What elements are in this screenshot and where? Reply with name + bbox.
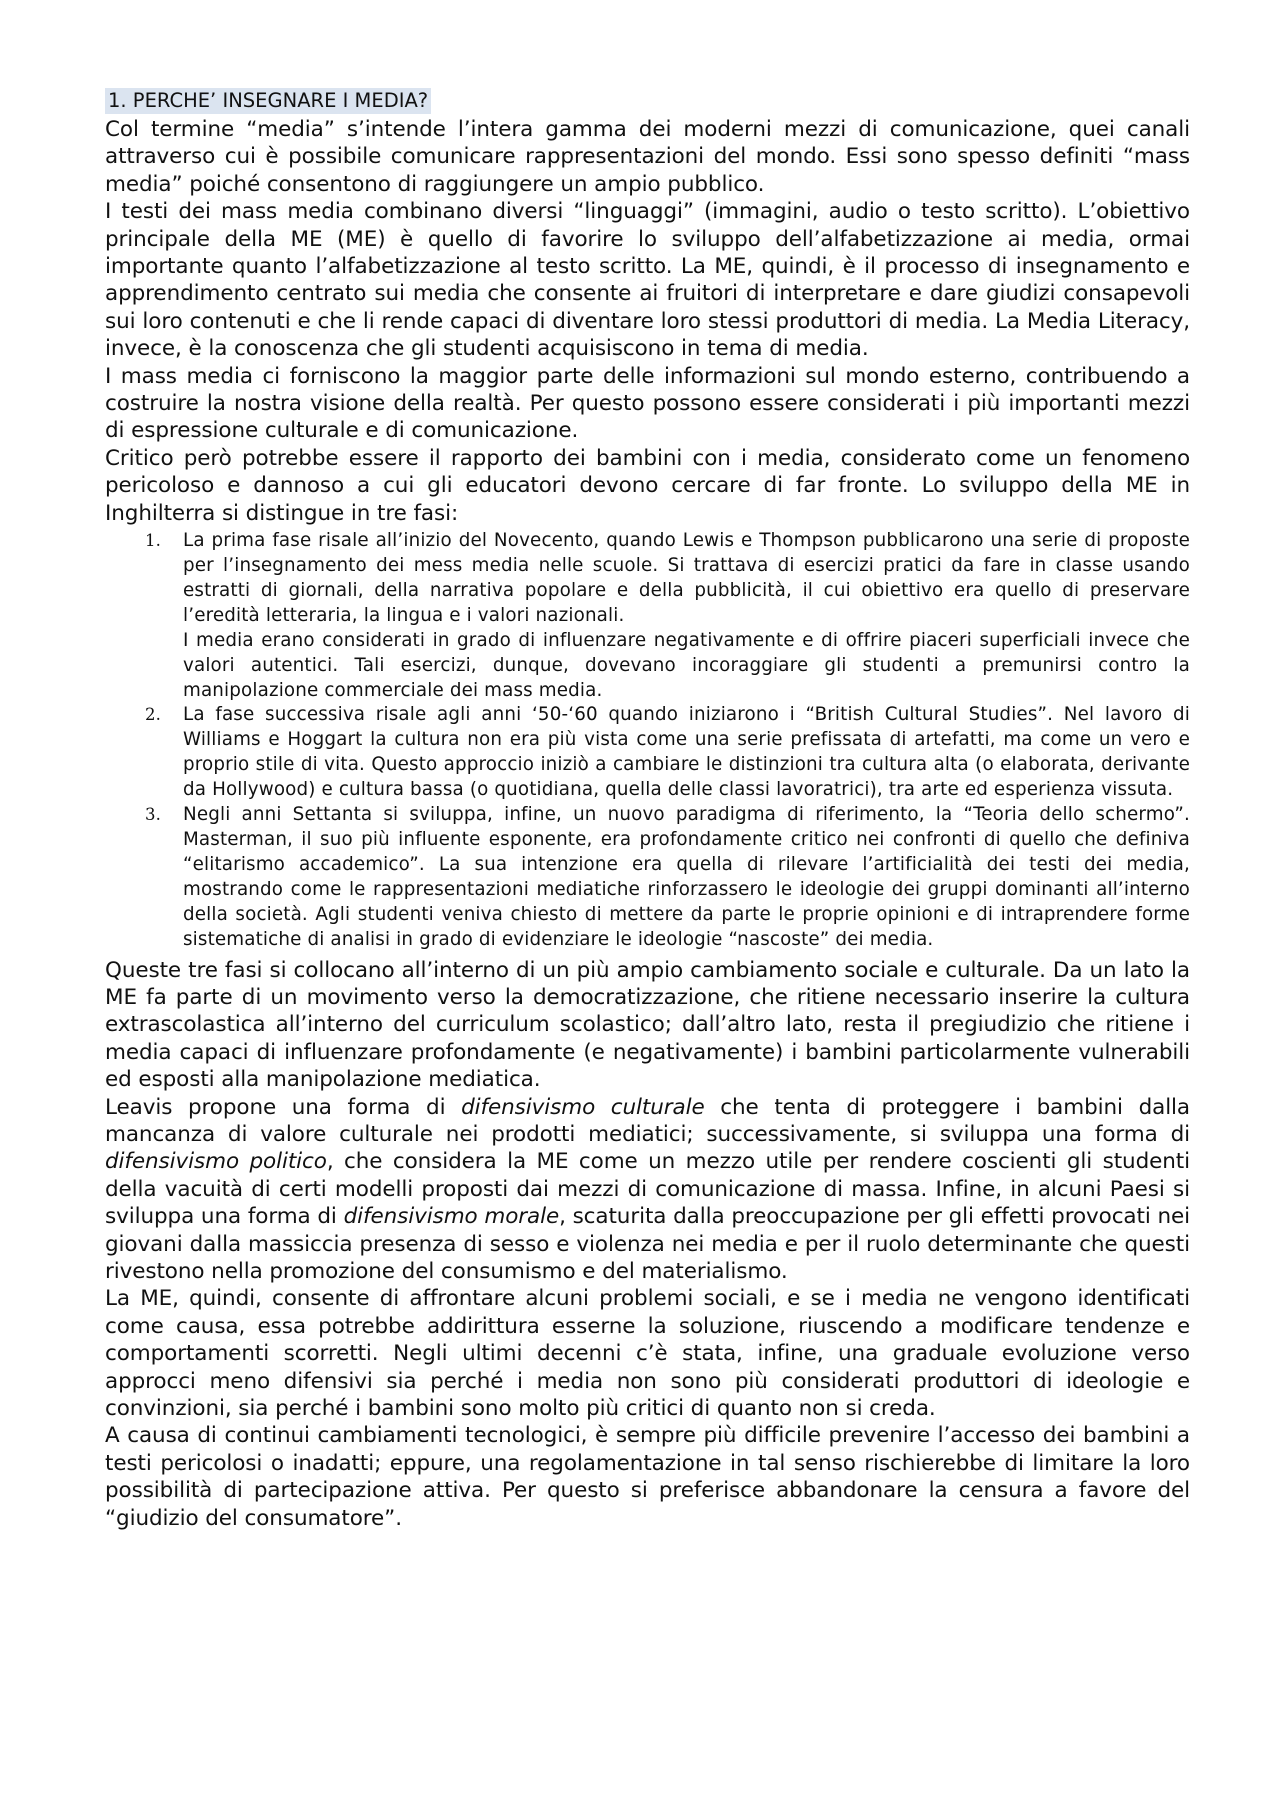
paragraph: A causa di continui cambiamenti tecnologici, è sempre più difficile prevenire l’accesso dei bambini a testi pericolosi o inadatti; eppure, una regolamentazione in tal senso rischierebbe di limitare la loro possibilità di partecipazione attiva. Per questo si preferisce abbandonare la censura a favore del “giudizio del consumatore”.: [105, 1423, 1190, 1531]
italic-term: difensivismo politico: [105, 1149, 327, 1175]
list-item-text: La fase successiva risale agli anni ‘50-‘60 quando iniziarono i “British Cultural Studies”. Nel lavoro di Williams e Hoggart la cultura non era più vista come una serie prefissata di artefatti, ma come un vero e proprio stile di vita. Questo approccio iniziò a cambiare le distinzioni tra cultura alta (o elaborata, derivante da Hollywood) e cultura bassa (o quotidiana, quella delle classi lavoratrici), tra arte ed esperienza vissuta.: [183, 704, 1190, 801]
text-run: , che considera la ME come un mezzo utile per rendere coscienti gli studenti della vacuità di certi modelli proposti dai mezzi di comunicazione di massa. Infine, in alcuni Paesi si sviluppa una forma di: [105, 1149, 1190, 1230]
list-number: 3.: [145, 805, 162, 825]
text-run: Leavis propone una forma di: [105, 1094, 462, 1120]
paragraph: La ME, quindi, consente di affrontare alcuni problemi sociali, e se i media ne vengono identificati come causa, essa potrebbe addirittura esserne la soluzione, riuscendo a modificare tendenze e comportamenti scorretti. Negli ultimi decenni c’è stata, infine, una graduale evoluzione verso approcci meno difensivi sia perché i media non sono più considerati produttori di ideologie e convinzioni, sia perché i bambini sono molto più critici di quanto non si creda.: [105, 1286, 1190, 1421]
list-number: 1.: [145, 531, 162, 551]
list-item-text: La prima fase risale all’inizio del Novecento, quando Lewis e Thompson pubblicarono una serie di proposte per l’insegnamento dei mess media nelle scuole. Si trattava di esercizi pratici da fare in classe usando estratti di giornali, della narrativa popolare e della pubblicità, il cui obiettivo era quello di preservare l’eredità letteraria, la lingua e i valori nazionali.: [183, 530, 1190, 626]
list-item-text: Negli anni Settanta si sviluppa, infine, un nuovo paradigma di riferimento, la “Teoria dello schermo”. Masterman, il suo più influente esponente, era profondamente critico nei confronti di quello che definiva “elitarismo accademico”. La sua intenzione era quella di rilevare l’artificialità dei testi dei media, mostrando come le rappresentazioni mediatiche rinforzassero le ideologie dei gruppi dominanti all’interno della società. Agli studenti veniva chiesto di mettere da parte le proprie opinioni e di intraprendere forme sistematiche di analisi in grado di evidenziare le ideologie “nascoste” dei media.: [183, 804, 1190, 950]
list-item-text: I media erano considerati in grado di influenzare negativamente e di offrire piaceri superficiali invece che valori autentici. Tali esercizi, dunque, dovevano incoraggiare gli studenti a premunirsi contro la manipolazione commerciale dei mass media.: [183, 629, 1190, 701]
paragraph-leavis: [105, 1094, 1190, 1286]
italic-term: difensivismo culturale: [461, 1094, 705, 1120]
document-page: [105, 88, 1190, 1532]
paragraph: Col termine “media” s’intende l’intera gamma dei moderni mezzi di comunicazione, quei canali attraverso cui è possibile comunicare rappresentazioni del mondo. Essi sono spesso definiti “mass media” poiché consentono di raggiungere un ampio pubblico.: [105, 117, 1190, 197]
italic-term: difensivismo morale: [343, 1204, 560, 1230]
paragraph: I mass media ci forniscono la maggior parte delle informazioni sul mondo esterno, contribuendo a costruire la nostra visione della realtà. Per questo possono essere considerati i più importanti mezzi di espressione culturale e di comunicazione.: [105, 363, 1190, 444]
list-item: [105, 529, 1190, 703]
text-run: , scaturita dalla preoccupazione per gli effetti provocati nei giovani dalla massiccia presenza di sesso e violenza nei media e per il ruolo determinante che questi rivestono nella promozione del consumismo e del materialismo.: [105, 1204, 1190, 1284]
paragraph: Queste tre fasi si collocano all’interno di un più ampio cambiamento sociale e culturale. Da un lato la ME fa parte di un movimento verso la democratizzazione, che ritiene necessario inserire la cultura extrascolastica all’interno del curriculum scolastico; dall’altro lato, resta il pregiudizio che ritiene i media capaci di influenzare profondamente (e negativamente) i bambini particolarmente vulnerabili ed esposti alla manipolazione mediatica.: [105, 957, 1190, 1093]
list-item: [105, 803, 1190, 952]
paragraph: I testi dei mass media combinano diversi “linguaggi” (immagini, audio o testo scritto). L’obiettivo principale della ME (ME) è quello di favorire lo sviluppo dell’alfabetizzazione ai media, ormai importante quanto l’alfabetizzazione al testo scritto. La ME, quindi, è il processo di insegnamento e apprendimento centrato sui media che consente ai fruitori di interpretare e dare giudizi consapevoli sui loro contenuti e che li rende capaci di diventare loro stessi produttori di media. La Media Literacy, invece, è la conoscenza che gli studenti acquisiscono in tema di media.: [105, 199, 1190, 362]
list-number: 2.: [145, 705, 162, 725]
section-heading: 1. PERCHE’ INSEGNARE I MEDIA?: [105, 88, 431, 114]
phases-list: [105, 529, 1190, 952]
paragraph: Critico però potrebbe essere il rapporto dei bambini con i media, considerato come un fenomeno pericoloso e dannoso a cui gli educatori devono cercare di far fronte. Lo sviluppo della ME in Inghilterra si distingue in tre fasi:: [105, 445, 1190, 526]
text-run: che tenta di proteggere i bambini dalla mancanza di valore culturale nei prodotti mediatici; successivamente, si sviluppa una forma di: [105, 1094, 1191, 1147]
list-item: [105, 703, 1190, 803]
